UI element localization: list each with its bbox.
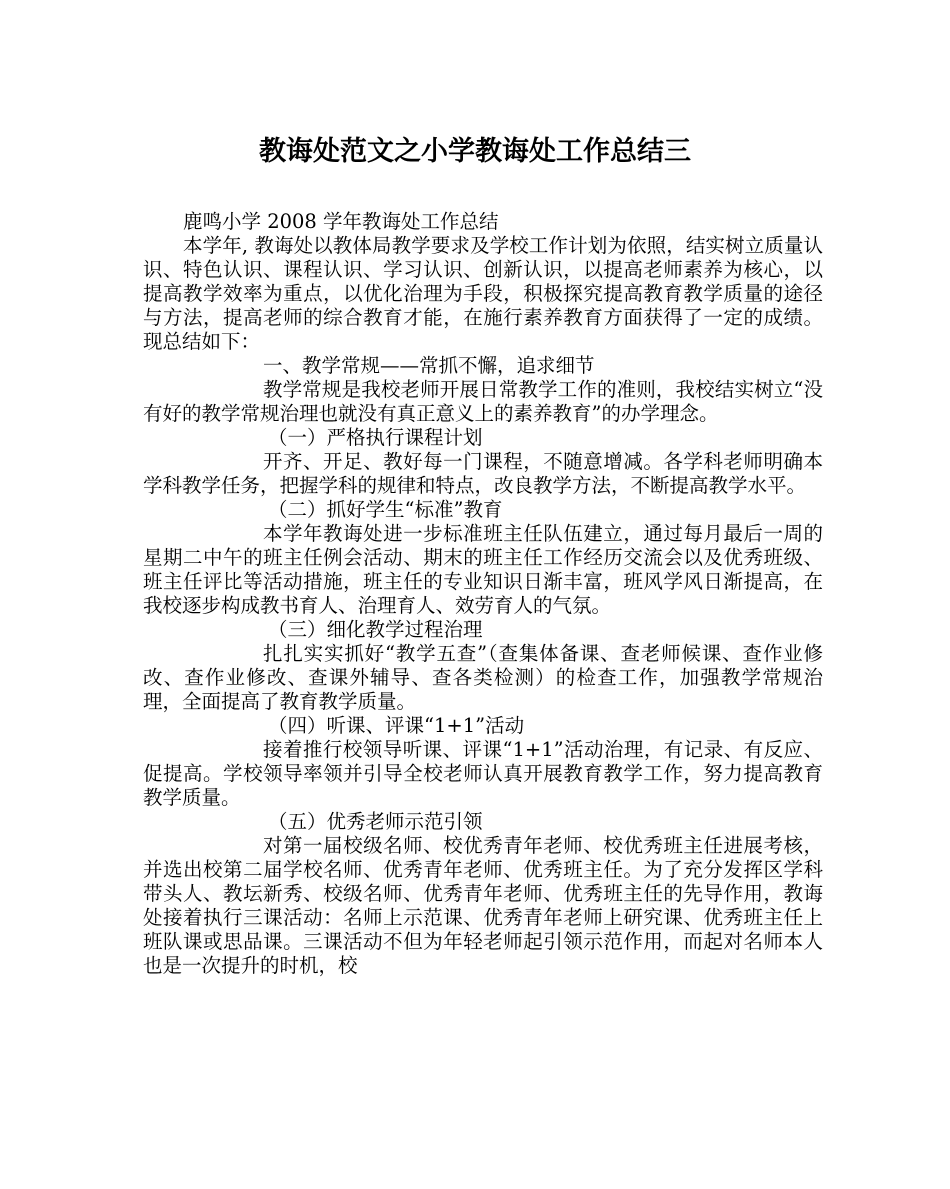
section-heading: 一、教学常规——常抓不懈，追求细节 [263,354,595,377]
paragraph-subtitle: 鹿鸣小学 2008 学年教诲处工作总结 [183,210,499,233]
subsection-heading: （三）细化教学过程治理 [268,618,483,641]
paragraph: 教学常规是我校老师开展日常教学工作的准则，我校结实树立“没有好的教学常规治理也就没有真正意义上的素养教育”的办学理念。 [143,378,823,425]
paragraph: 扎扎实实抓好“教学五查”（查集体备课、查老师候课、查作业修改、查作业修改、查课外辅导、查各类检测）的检查工作，加强教学常规治理，全面提高了教育教学质量。 [143,642,823,713]
paragraph: 开齐、开足、教好每一门课程，不随意增减。各学科老师明确本学科教学任务，把握学科的规律和特点，改良教学方法，不断提高教学水平。 [143,450,823,497]
paragraph: 本学年教诲处进一步标准班主任队伍建立，通过每月最后一周的星期二中午的班主任例会活动、期末的班主任工作经历交流会以及优秀班级、班主任评比等活动措施，班主任的专业知识日渐丰富，班风学风日渐提高，在我校逐步构成教书育人、治理育人、效劳育人的气氛。 [143,522,823,617]
subsection-heading: （五）优秀老师示范引领 [268,810,483,833]
subsection-heading: （一）严格执行课程计划 [268,426,483,449]
document-title: 教诲处范文之小学教诲处工作总结三 [259,136,691,167]
document-body [143,210,823,978]
paragraph: 对第一届校级名师、校优秀青年老师、校优秀班主任进展考核，并选出校第二届学校名师、优秀青年老师、优秀班主任。为了充分发挥区学科带头人、教坛新秀、校级名师、优秀青年老师、优秀班主任的先导作用，教诲处接着执行三课活动：名师上示范课、优秀青年老师上研究课、优秀班主任上班队课或思品课。三课活动不但为年轻老师起引领示范作用，而起对名师本人也是一次提升的时机，校 [143,834,823,977]
paragraph: 接着推行校领导听课、评课“1+1”活动治理，有记录、有反应、促提高。学校领导率领并引导全校老师认真开展教育教学工作，努力提高教育教学质量。 [143,738,823,809]
paragraph-intro: 本学年, 教诲处以教体局教学要求及学校工作计划为依照，结实树立质量认识、特色认识、课程认识、学习认识、创新认识，以提高老师素养为核心，以提高教学效率为重点，以优化治理为手段，积极探究提高教育教学质量的途径与方法，提高老师的综合教育才能，在施行素养教育方面获得了一定的成绩。现总结如下： [143,234,823,353]
subsection-heading: （四）听课、评课“1+1”活动 [268,714,525,737]
subsection-heading: （二）抓好学生“标准”教育 [268,498,503,521]
